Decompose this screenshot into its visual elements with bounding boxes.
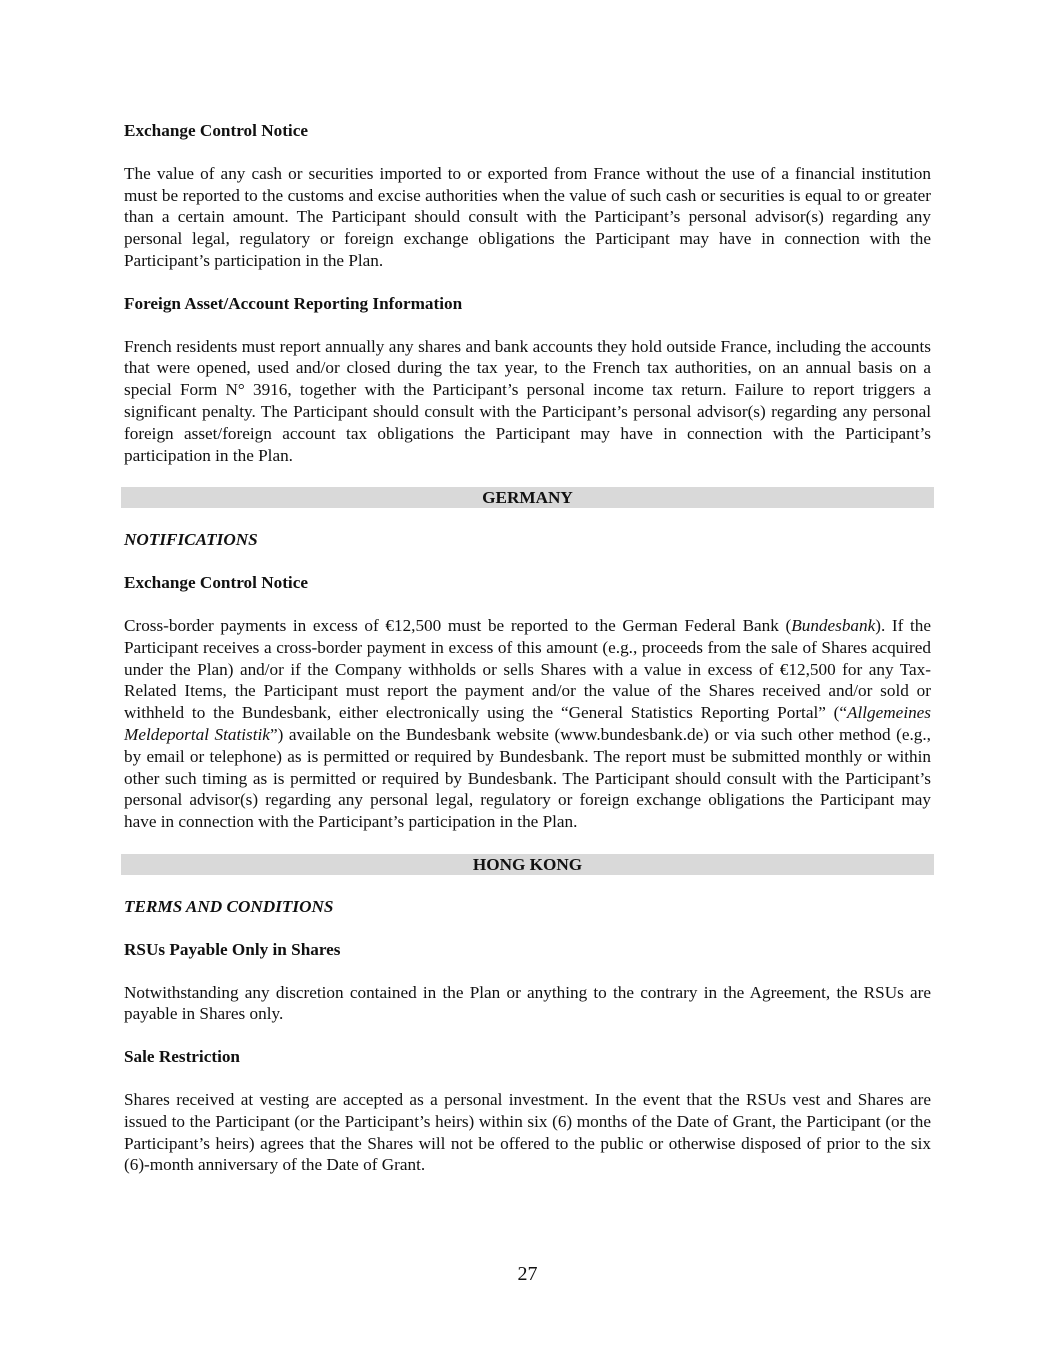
- france-exchange-control-text: The value of any cash or securities imported to or exported from France without the use of a financial institution must be reported to the customs and excise authorities when the value of such cash or securities is equal to or greater than a certain amount. The Participant should consult with the Participant’s personal advisor(s) regarding any personal legal, regulatory or foreign exchange obligations the Participant may have in connection with the Participant’s participation in the Plan.: [124, 163, 931, 270]
- hong-kong-rsu-heading: RSUs Payable Only in Shares: [124, 939, 341, 959]
- hong-kong-sale-heading: Sale Restriction: [124, 1047, 240, 1067]
- hong-kong-rsu-text: Notwithstanding any discretion contained in the Plan or anything to the contrary in the Agreement, the RSUs are payable in Shares only.: [124, 982, 931, 1024]
- germany-section-band: GERMANY: [121, 487, 934, 508]
- germany-exchange-control-text: [124, 615, 931, 833]
- france-foreign-asset-text: French residents must report annually any shares and bank accounts they hold outside France, including the accounts that were opened, used and/or closed during the tax year, to the French tax authorities, on an annual basis on a special Form N° 3916, together with the Participant’s personal income tax return. Failure to report triggers a significant penalty. The Participant should consult with the Participant’s personal advisor(s) regarding any personal foreign asset/foreign account tax obligations the Participant may have in connection with the Participant’s participation in the Plan.: [124, 336, 931, 465]
- hong-kong-sale-text: Shares received at vesting are accepted as a personal investment. In the event that the RSUs vest and Shares are issued to the Participant (or the Participant’s heirs) within six (6) months of the Date of Grant, the Participant (or the Participant’s heirs) agrees that the Shares will not be offered to the public or otherwise disposed of prior to the six (6)-month anniversary of the Date of Grant.: [124, 1089, 931, 1175]
- germany-text-part-1: Cross-border payments in excess of €12,500 must be reported to the German Federal Bank (: [124, 615, 792, 635]
- hong-kong-terms-heading: TERMS AND CONDITIONS: [124, 896, 334, 916]
- hong-kong-section-band: HONG KONG: [121, 854, 934, 875]
- document-page: [124, 120, 931, 1197]
- germany-text-part-3: ”) available on the Bundesbank website (www.bundesbank.de) or via such other method (e.g., by email or telephone) as is permitted or required by Bundesbank. The report must be submitted monthly or within other such timing as is permitted or required by Bundesbank. The Participant should consult with the Participant’s personal advisor(s) regarding any personal legal, regulatory or foreign exchange obligations the Participant may have in connection with the Participant’s participation in the Plan.: [124, 724, 931, 832]
- france-exchange-control-heading: Exchange Control Notice: [124, 121, 308, 140]
- france-foreign-asset-heading: Foreign Asset/Account Reporting Information: [124, 293, 463, 313]
- germany-notifications-heading: NOTIFICATIONS: [124, 530, 258, 550]
- germany-text-italic-2: Allgemeines Meldeportal Statistik: [124, 703, 931, 744]
- germany-text-part-2: ). If the Participant receives a cross-border payment in excess of this amount (e.g., proceeds from the sale of Shares acquired under the Plan) and/or if the Company withholds or sells Shares with a value in excess of €12,500 for any Tax-Related Items, the Participant must report the payment and/or the value of the Shares received and/or sold or withheld to the Bundesbank, either electronically using the “General Statistics Reporting Portal” (“: [124, 615, 932, 723]
- page-number: 27: [517, 1263, 538, 1285]
- germany-text-italic-1: Bundesbank: [791, 615, 876, 635]
- germany-exchange-control-heading: Exchange Control Notice: [124, 573, 308, 593]
